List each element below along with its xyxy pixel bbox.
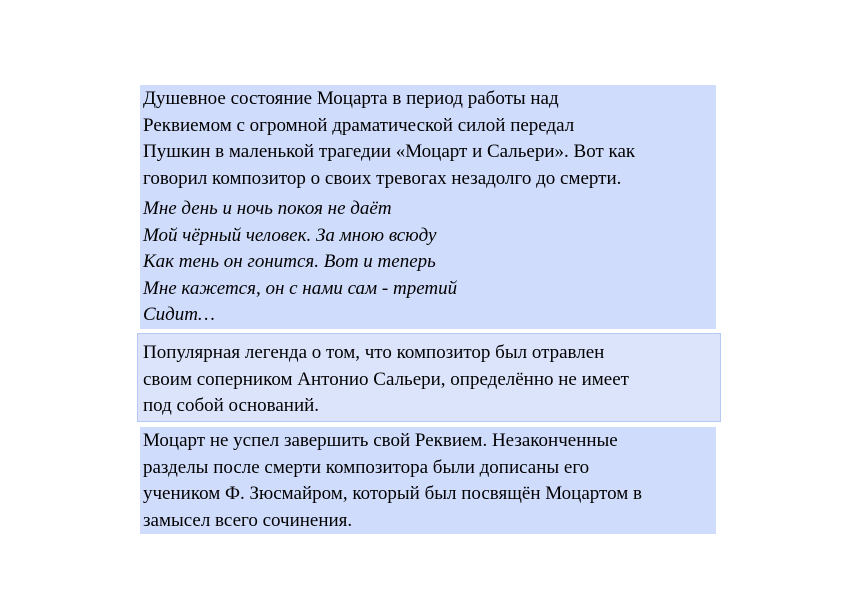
legend-text-block bbox=[137, 333, 721, 422]
legend-paragraph: Популярная легенда о том, что композитор был отравлен своим соперником Антонио Сальери, определённо не имеет под собой оснований. bbox=[143, 342, 629, 416]
pushkin-quote: Мне день и ночь покоя не даёт Мой чёрный человек. За мною всюду Как тень он гонится. Вот и теперь Мне кажется, он с нами сам - третий Сидит… bbox=[143, 198, 458, 325]
requiem-text-block bbox=[140, 427, 716, 534]
intro-paragraph: Душевное состояние Моцарта в период работы над Реквиемом с огромной драматической силой передал Пушкин в маленькой трагедии «Моцарт и Сальери». Вот как говорил композитор о своих тревогах незадолго до смерти. bbox=[143, 88, 636, 189]
intro-text-block bbox=[140, 85, 716, 329]
requiem-paragraph: Моцарт не успел завершить свой Реквием. Незаконченные разделы после смерти композитора были дописаны его учеником Ф. Зюсмайром, который был посвящён Моцартом в замысел всего сочинения. bbox=[143, 430, 642, 531]
